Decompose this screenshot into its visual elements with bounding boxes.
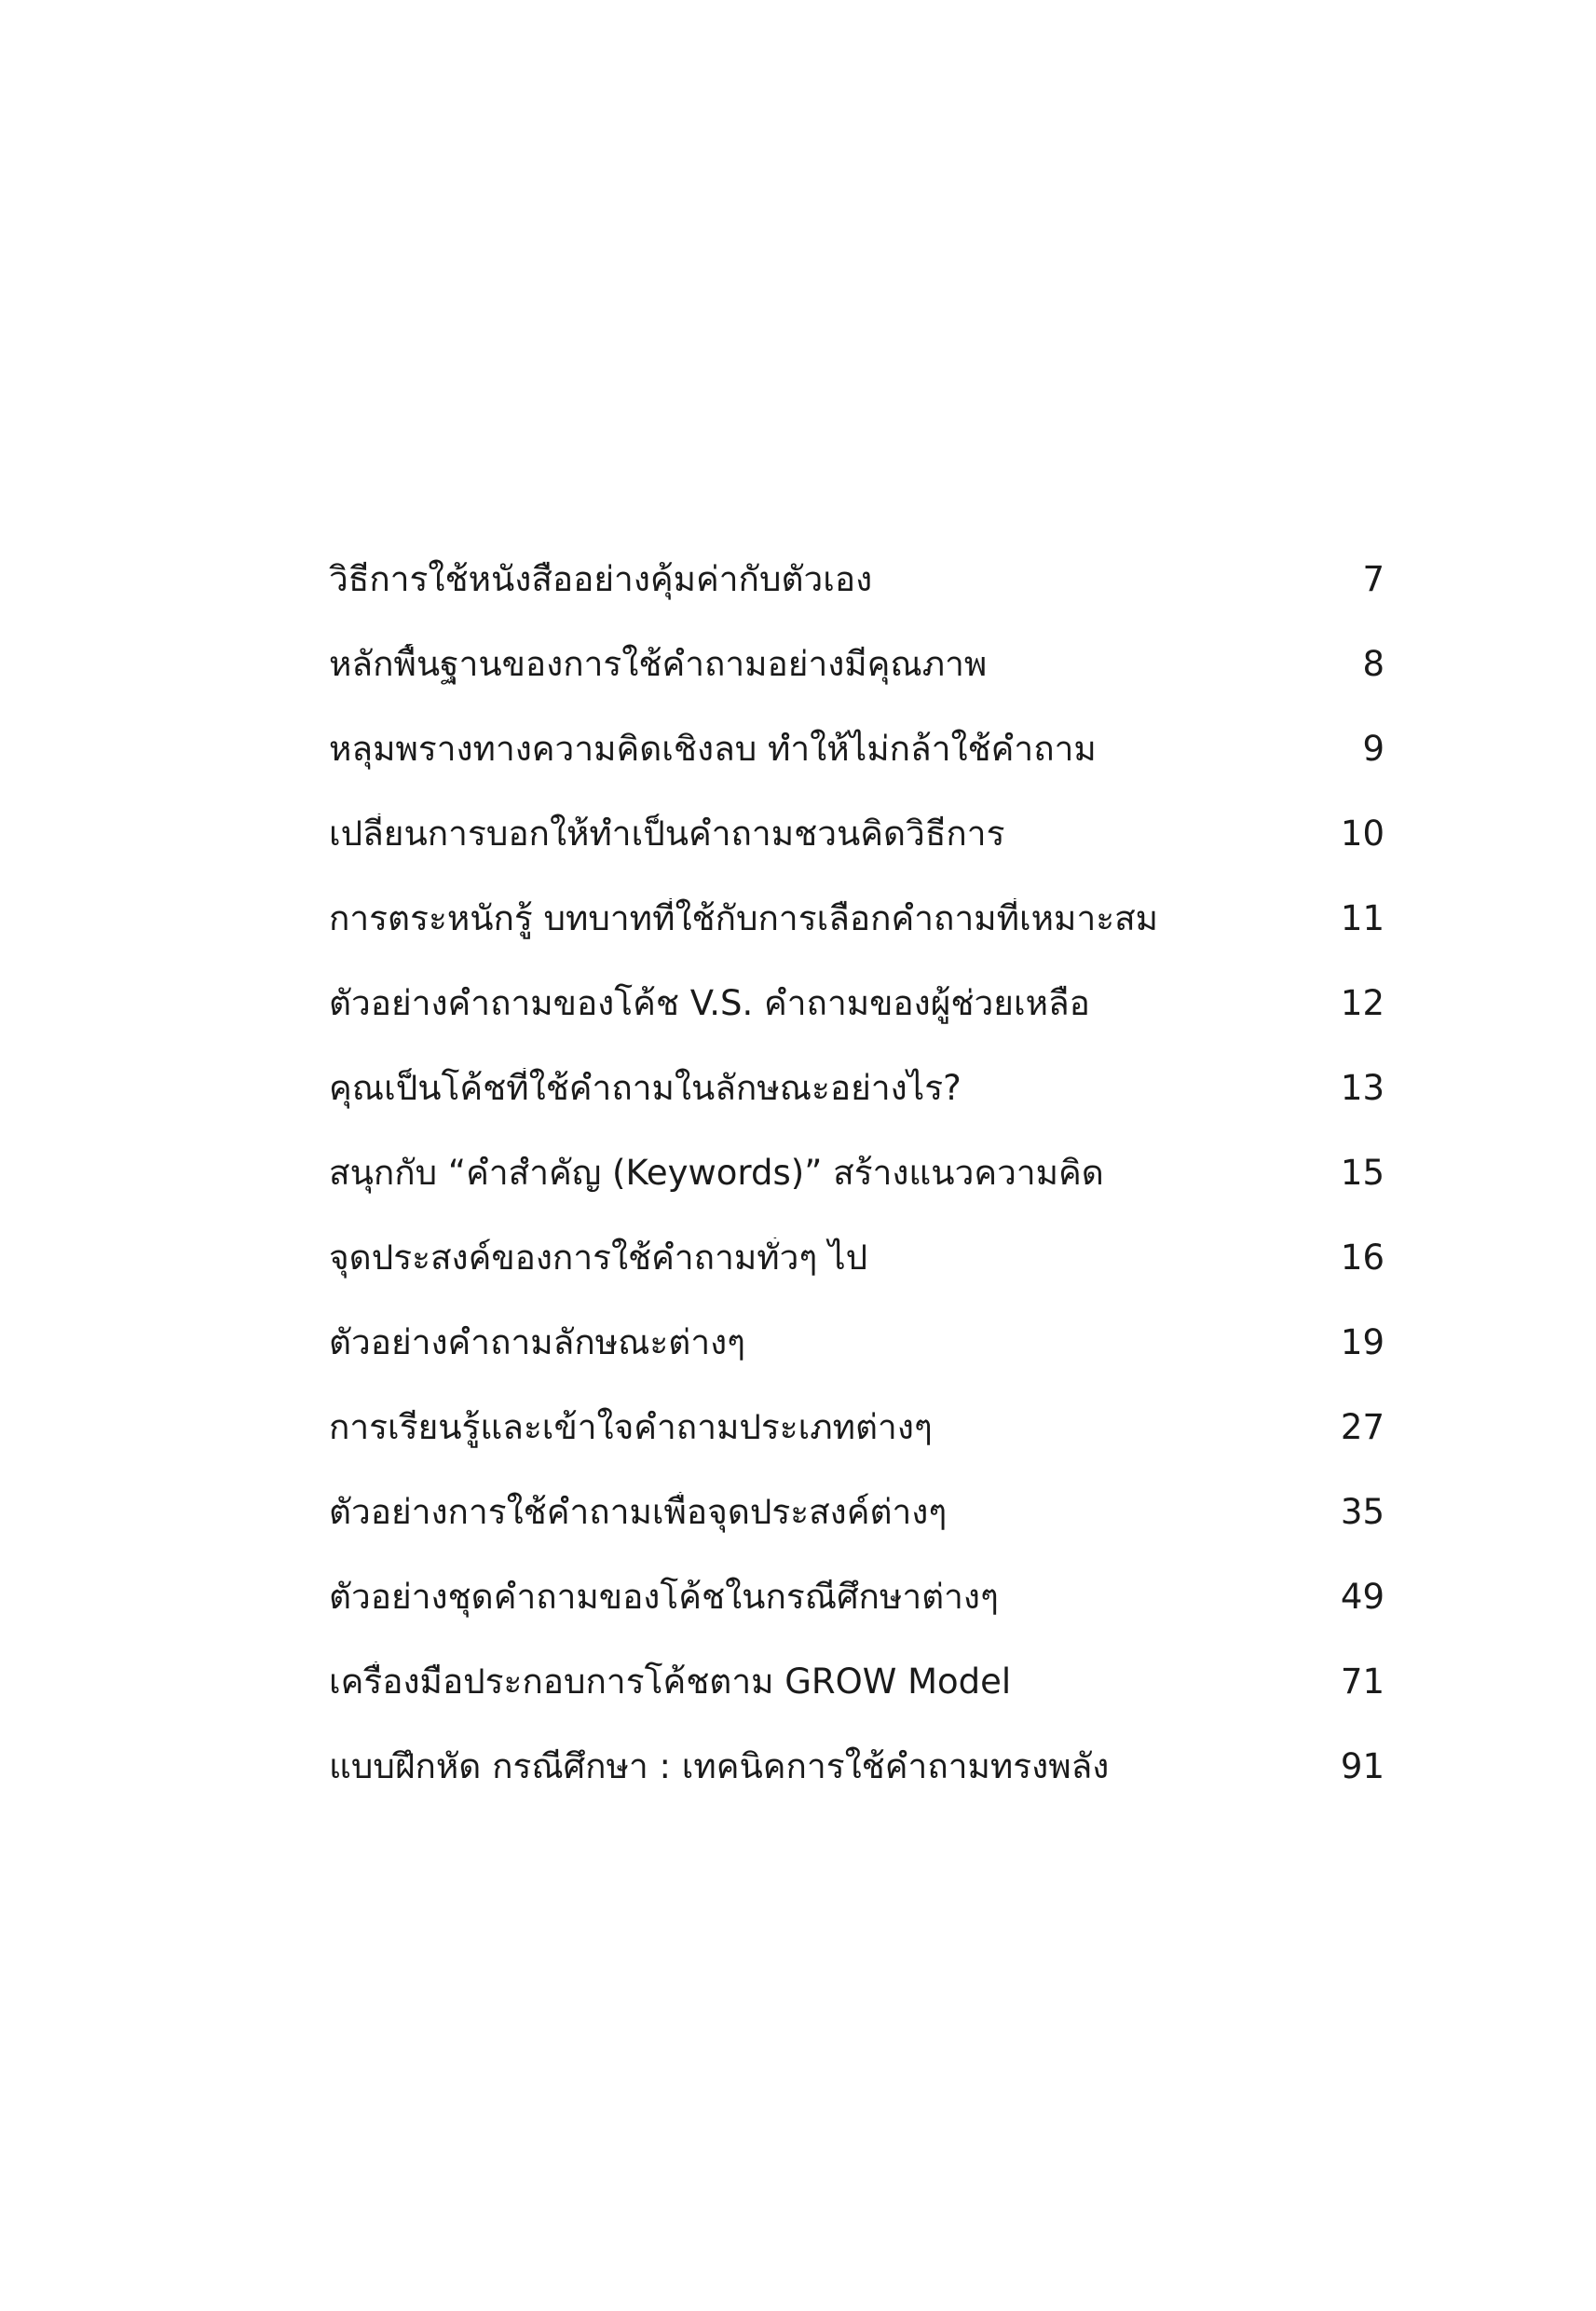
toc-entry-title: การเรียนรู้และเข้าใจคำถามประเภทต่างๆ	[329, 1407, 933, 1448]
toc-entry[interactable]	[329, 962, 1385, 1046]
toc-entry-title: ตัวอย่างคำถามของโค้ช V.S. คำถามของผู้ช่วยเหลือ	[329, 983, 1090, 1024]
toc-entry[interactable]	[329, 877, 1385, 962]
toc-entry-page: 27	[1340, 1407, 1385, 1448]
toc-entry-title: แบบฝึกหัด กรณีศึกษา : เทคนิคการใช้คำถามทรงพลัง	[329, 1746, 1110, 1787]
toc-entry-page: 19	[1340, 1322, 1385, 1363]
toc-entry-page: 91	[1340, 1746, 1385, 1787]
toc-entry-title: หลักพื้นฐานของการใช้คำถามอย่างมีคุณภาพ	[329, 644, 988, 685]
toc-entry-title: ตัวอย่างการใช้คำถามเพื่อจุดประสงค์ต่างๆ	[329, 1492, 948, 1533]
toc-entry[interactable]	[329, 622, 1385, 707]
toc-entry-title: การตระหนักรู้ บทบาทที่ใช้กับการเลือกคำถามที่เหมาะสม	[329, 898, 1159, 939]
toc-entry-title: ตัวอย่างคำถามลักษณะต่างๆ	[329, 1322, 746, 1363]
toc-entry[interactable]	[329, 538, 1385, 622]
toc-entry[interactable]	[329, 1470, 1385, 1555]
toc-entry-page: 10	[1340, 814, 1385, 855]
table-of-contents	[329, 538, 1385, 1810]
toc-entry-title: สนุกกับ “คำสำคัญ (Keywords)” สร้างแนวความคิด	[329, 1153, 1104, 1194]
toc-entry-page: 16	[1340, 1238, 1385, 1279]
toc-entry[interactable]	[329, 1386, 1385, 1470]
toc-entry[interactable]	[329, 1131, 1385, 1216]
toc-entry-title: เปลี่ยนการบอกให้ทำเป็นคำถามชวนคิดวิธีการ	[329, 814, 1005, 855]
toc-entry-page: 8	[1362, 644, 1385, 685]
toc-entry[interactable]	[329, 1301, 1385, 1386]
toc-entry[interactable]	[329, 1640, 1385, 1725]
toc-entry-title: เครื่องมือประกอบการโค้ชตาม GROW Model	[329, 1661, 1012, 1702]
toc-entry-page: 9	[1362, 729, 1385, 770]
toc-entry-page: 35	[1340, 1492, 1385, 1533]
toc-entry-title: หลุมพรางทางความคิดเชิงลบ ทำให้ไม่กล้าใช้คำถาม	[329, 729, 1097, 770]
toc-entry-title: ตัวอย่างชุดคำถามของโค้ชในกรณีศึกษาต่างๆ	[329, 1577, 999, 1618]
toc-entry-page: 15	[1340, 1153, 1385, 1194]
toc-entry[interactable]	[329, 1216, 1385, 1301]
toc-entry-page: 71	[1340, 1661, 1385, 1702]
toc-entry-page: 7	[1362, 559, 1385, 600]
toc-entry[interactable]	[329, 1046, 1385, 1131]
toc-entry[interactable]	[329, 1725, 1385, 1810]
toc-entry[interactable]	[329, 707, 1385, 792]
toc-entry[interactable]	[329, 792, 1385, 877]
toc-entry-title: คุณเป็นโค้ชที่ใช้คำถามในลักษณะอย่างไร?	[329, 1068, 962, 1109]
toc-entry-page: 13	[1340, 1068, 1385, 1109]
toc-entry-page: 11	[1340, 898, 1385, 939]
toc-entry-title: วิธีการใช้หนังสืออย่างคุ้มค่ากับตัวเอง	[329, 559, 873, 600]
toc-entry-title: จุดประสงค์ของการใช้คำถามทั่วๆ ไป	[329, 1238, 868, 1279]
toc-entry[interactable]	[329, 1555, 1385, 1640]
toc-entry-page: 12	[1340, 983, 1385, 1024]
toc-entry-page: 49	[1340, 1577, 1385, 1618]
